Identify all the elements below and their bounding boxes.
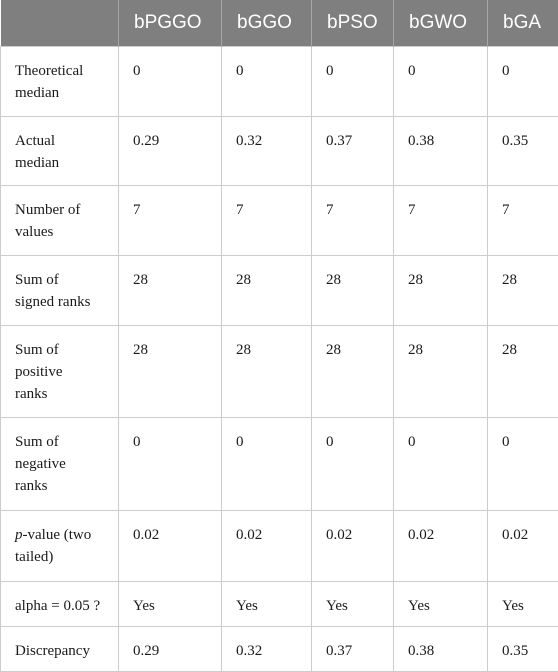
- header-bpggo: bPGGO: [119, 0, 222, 47]
- table-cell: 0: [119, 47, 222, 117]
- row-label: Sum of positive ranks: [1, 326, 119, 418]
- table-row: [1, 47, 558, 117]
- table-row: [1, 117, 558, 186]
- table-cell: 28: [222, 256, 312, 326]
- row-label: Sum of signed ranks: [1, 256, 119, 326]
- row-label: Actual median: [1, 117, 119, 186]
- p-italic: p: [15, 527, 23, 543]
- table-cell: 0.38: [394, 117, 488, 186]
- table-cell: 0: [394, 47, 488, 117]
- table-cell: 0.02: [119, 511, 222, 582]
- table-cell: 28: [488, 326, 558, 418]
- header-row: [1, 0, 558, 47]
- row-label: Number of values: [1, 186, 119, 256]
- row-label-rest: -value (two tailed): [15, 527, 91, 565]
- table-cell: 28: [488, 256, 558, 326]
- table-cell: 0.02: [394, 511, 488, 582]
- row-label: alpha = 0.05 ?: [1, 582, 119, 627]
- header-bgwo: bGWO: [394, 0, 488, 47]
- table-cell: Yes: [394, 582, 488, 627]
- table-cell: 0.32: [222, 117, 312, 186]
- row-label: Theoretical median: [1, 47, 119, 117]
- table-cell: 7: [488, 186, 558, 256]
- table-cell: 7: [312, 186, 394, 256]
- table-row: [1, 186, 558, 256]
- table-cell: 0.35: [488, 627, 558, 672]
- table-cell: 0.37: [312, 627, 394, 672]
- table-cell: 0: [394, 418, 488, 511]
- table-cell: 0.38: [394, 627, 488, 672]
- table-cell: Yes: [488, 582, 558, 627]
- table-cell: 0.29: [119, 117, 222, 186]
- table-cell: 0: [222, 47, 312, 117]
- header-stub: [1, 0, 119, 47]
- table-cell: 7: [394, 186, 488, 256]
- header-bpso: bPSO: [312, 0, 394, 47]
- table-cell: 0.02: [488, 511, 558, 582]
- table-row: [1, 511, 558, 582]
- table-cell: 0: [312, 47, 394, 117]
- table-cell: 28: [312, 256, 394, 326]
- table-cell: 28: [119, 326, 222, 418]
- table-cell: 7: [222, 186, 312, 256]
- row-label: [1, 511, 119, 582]
- table-cell: 7: [119, 186, 222, 256]
- table-cell: 0.32: [222, 627, 312, 672]
- table-row: [1, 418, 558, 511]
- table-cell: Yes: [312, 582, 394, 627]
- table-cell: 28: [222, 326, 312, 418]
- table-cell: 0: [222, 418, 312, 511]
- row-label: Discrepancy: [1, 627, 119, 672]
- row-label: Sum of negative ranks: [1, 418, 119, 511]
- table-cell: 0: [488, 47, 558, 117]
- table-cell: 0.02: [222, 511, 312, 582]
- table-cell: 28: [119, 256, 222, 326]
- table-cell: 0.29: [119, 627, 222, 672]
- table-cell: 0.02: [312, 511, 394, 582]
- table-cell: 28: [394, 326, 488, 418]
- table-cell: Yes: [119, 582, 222, 627]
- header-bga: bGA: [488, 0, 558, 47]
- table-cell: 0.37: [312, 117, 394, 186]
- header-bggo: bGGO: [222, 0, 312, 47]
- table-row: [1, 582, 558, 627]
- table-cell: Yes: [222, 582, 312, 627]
- table-row: [1, 627, 558, 672]
- table-cell: 0: [488, 418, 558, 511]
- table-cell: 0: [312, 418, 394, 511]
- table-cell: 0: [119, 418, 222, 511]
- table-cell: 28: [394, 256, 488, 326]
- table-row: [1, 326, 558, 418]
- table-cell: 0.35: [488, 117, 558, 186]
- table-cell: 28: [312, 326, 394, 418]
- table-row: [1, 256, 558, 326]
